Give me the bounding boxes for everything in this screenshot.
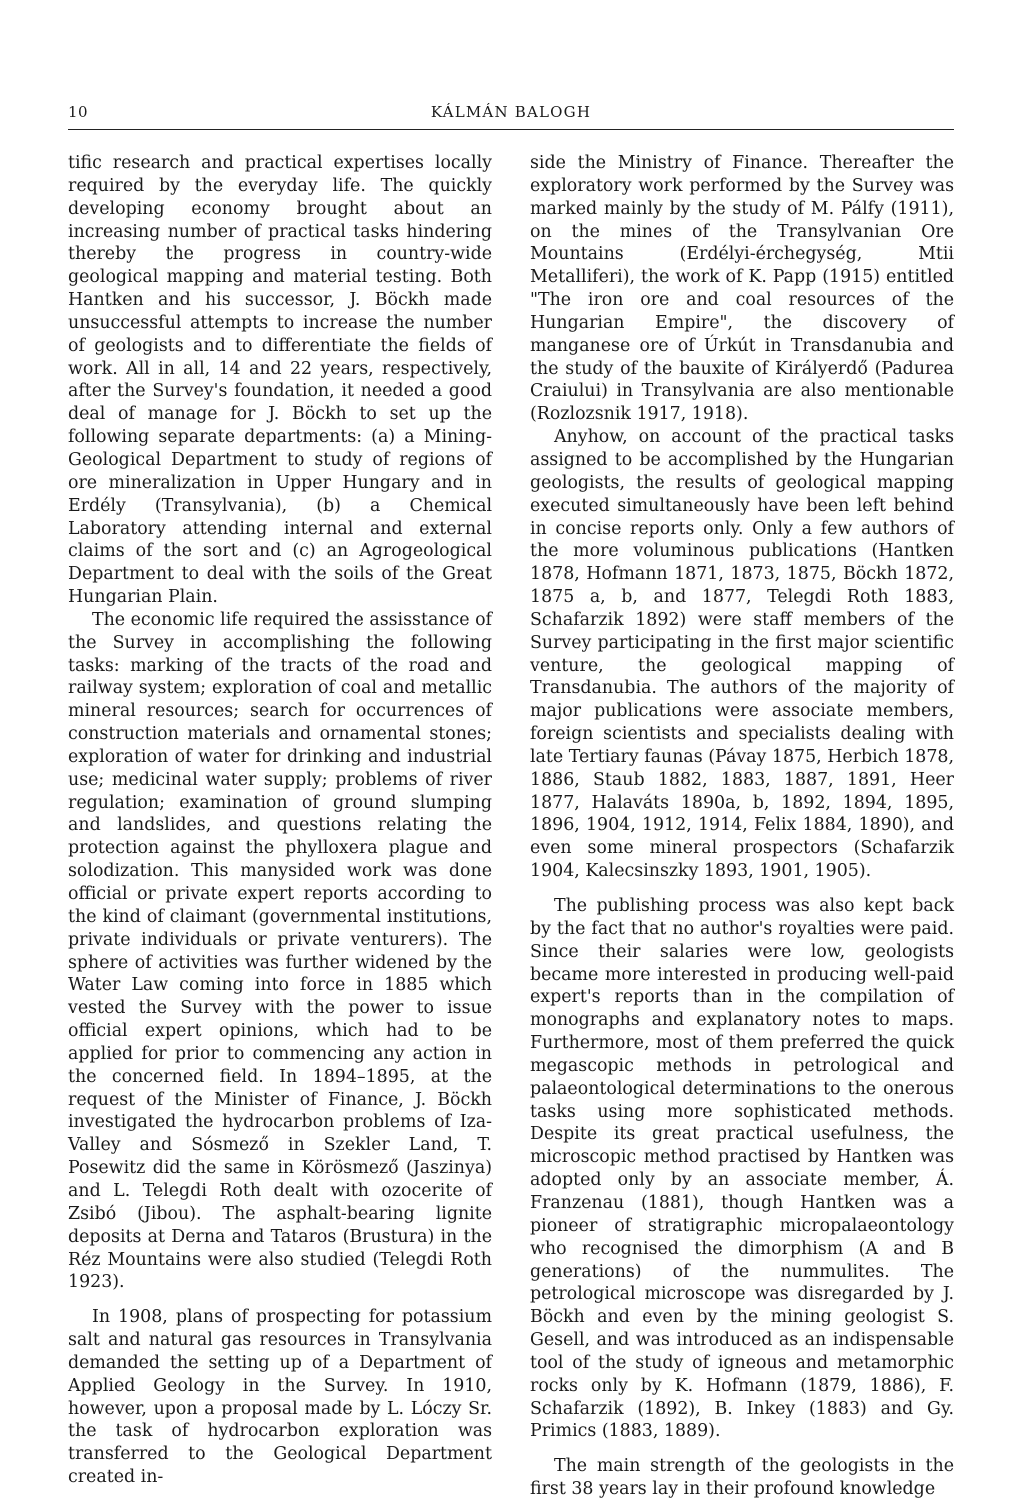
left-paragraph-2: The economic life required the assisstance of the Survey in accomplishing the following tasks: marking of the tracts of the road and railway system; exploration of coal and metallic mineral resources; search for occurrences of construction materials and ornamental stones; exploration of water for drinking and industrial use; medicinal water supply; problems of river regulation; examination of ground slumping and landslides, and questions relating the protection against the phylloxera plague and solodization. This manysided work was done official or private expert reports according to the kind of claimant (governmental institutions, private individuals or private venturers). The sphere of activities was further widened by the Water Law coming into force in 1885 which vested the Survey with the power to issue official expert opinions, which had to be applied for prior to commencing any action in the concerned field. In 1894–1895, at the request of the Minister of Finance, J. Böckh investigated the hydrocarbon problems of Iza-Valley and Sósmező in Szekler Land, T. Posewitz did the same in Körösmező (Jaszinya) and L. Telegdi Roth dealt with ozocerite of Zsibó (Jibou). The asphalt-bearing lignite deposits at Derna and Tataros (Brustura) in the Réz Mountains were also studied (Telegdi Roth 1923).: [68, 609, 492, 1293]
left-column: [68, 152, 492, 1489]
running-head-author: KÁLMÁN BALOGH: [430, 103, 592, 121]
right-paragraph-2: Anyhow, on account of the practical tasks assigned to be accomplished by the Hungarian geologists, the results of geological mapping executed simultaneously have been left behind in concise reports only. Only a few authors of the more voluminous publications (Hantken 1878, Hofmann 1871, 1873, 1875, Böckh 1872, 1875 a, b, and 1877, Telegdi Roth 1883, Schafarzik 1892) were staff members of the Survey participating in the first major scientific venture, the geological mapping of Transdanubia. The authors of the majority of major publications were associate members, foreign scientists and specialists dealing with late Tertiary faunas (Pávay 1875, Herbich 1878, 1886, Staub 1882, 1883, 1887, 1891, Heer 1877, Halaváts 1890a, b, 1892, 1894, 1895, 1896, 1904, 1912, 1914, Felix 1884, 1890), and even some mineral prospectors (Schafarzik 1904, Kalecsinszky 1893, 1901, 1905).: [530, 427, 954, 882]
right-column: [530, 152, 954, 1501]
left-paragraph-1: tific research and practical expertises locally required by the everyday life. The quickly developing economy brought about an increasing number of practical tasks hindering thereby the progress in country-wide geological mapping and material testing. Both Hantken and his successor, J. Böckh made unsuccessful attempts to increase the number of geologists and to differentiate the fields of work. All in all, 14 and 22 years, respectively, after the Survey's foundation, it needed a good deal of manage for J. Böckh to set up the following separate departments: (a) a Mining-Geological Department to study of regions of ore mineralization in Upper Hungary and in Erdély (Transylvania), (b) a Chemical Laboratory attending internal and external claims of the sort and (c) an Agrogeological Department to deal with the soils of the Great Hungarian Plain.: [68, 153, 492, 608]
page-number: 10: [68, 103, 89, 121]
left-paragraph-3: In 1908, plans of prospecting for potassium salt and natural gas resources in Transylvania demanded the setting up of a Department of Applied Geology in the Survey. In 1910, however, upon a proposal made by L. Lóczy Sr. the task of hydrocarbon exploration was transferred to the Geological Department created in-: [68, 1307, 492, 1488]
right-paragraph-3: The publishing process was also kept back by the fact that no author's royalties were paid. Since their salaries were low, geologists became more interested in producing well-paid expert's reports than in the compilation of monographs and explanatory notes to maps. Furthermore, most of them preferred the quick megascopic methods in petrological and palaeontological determinations to the onerous tasks using more sophisticated methods. Despite its great practical usefulness, the microscopic method practised by Hantken was adopted only by an associate member, Á. Franzenau (1881), though Hantken was a pioneer of stratigraphic micropalaeontology who recognised the dimorphism (A and B generations) of the nummulites. The petrological microscope was disregarded by J. Böckh and even by the mining geologist S. Gesell, and was introduced as an indispensable tool of the study of igneous and metamorphic rocks only by K. Hofmann (1879, 1886), F. Schafarzik (1892), B. Inkey (1883) and Gy. Primics (1883, 1889).: [530, 896, 954, 1442]
header-rule: [68, 129, 954, 130]
right-paragraph-1: side the Ministry of Finance. Thereafter the exploratory work performed by the Survey was marked mainly by the study of M. Pálfy (1911), on the mines of the Transylvanian Ore Mountains (Erdélyi-érchegység, Mtii Metalliferi), the work of K. Papp (1915) entitled "The iron ore and coal resources of the Hungarian Empire", the discovery of manganese ore of Úrkút in Transdanubia and the study of the bauxite of Királyerdő (Padurea Craiului) in Transylvania are also mentionable (Rozlozsnik 1917, 1918).: [530, 153, 954, 425]
running-head: [68, 103, 954, 127]
right-paragraph-4: The main strength of the geologists in the first 38 years lay in their profound knowledge: [530, 1456, 954, 1500]
